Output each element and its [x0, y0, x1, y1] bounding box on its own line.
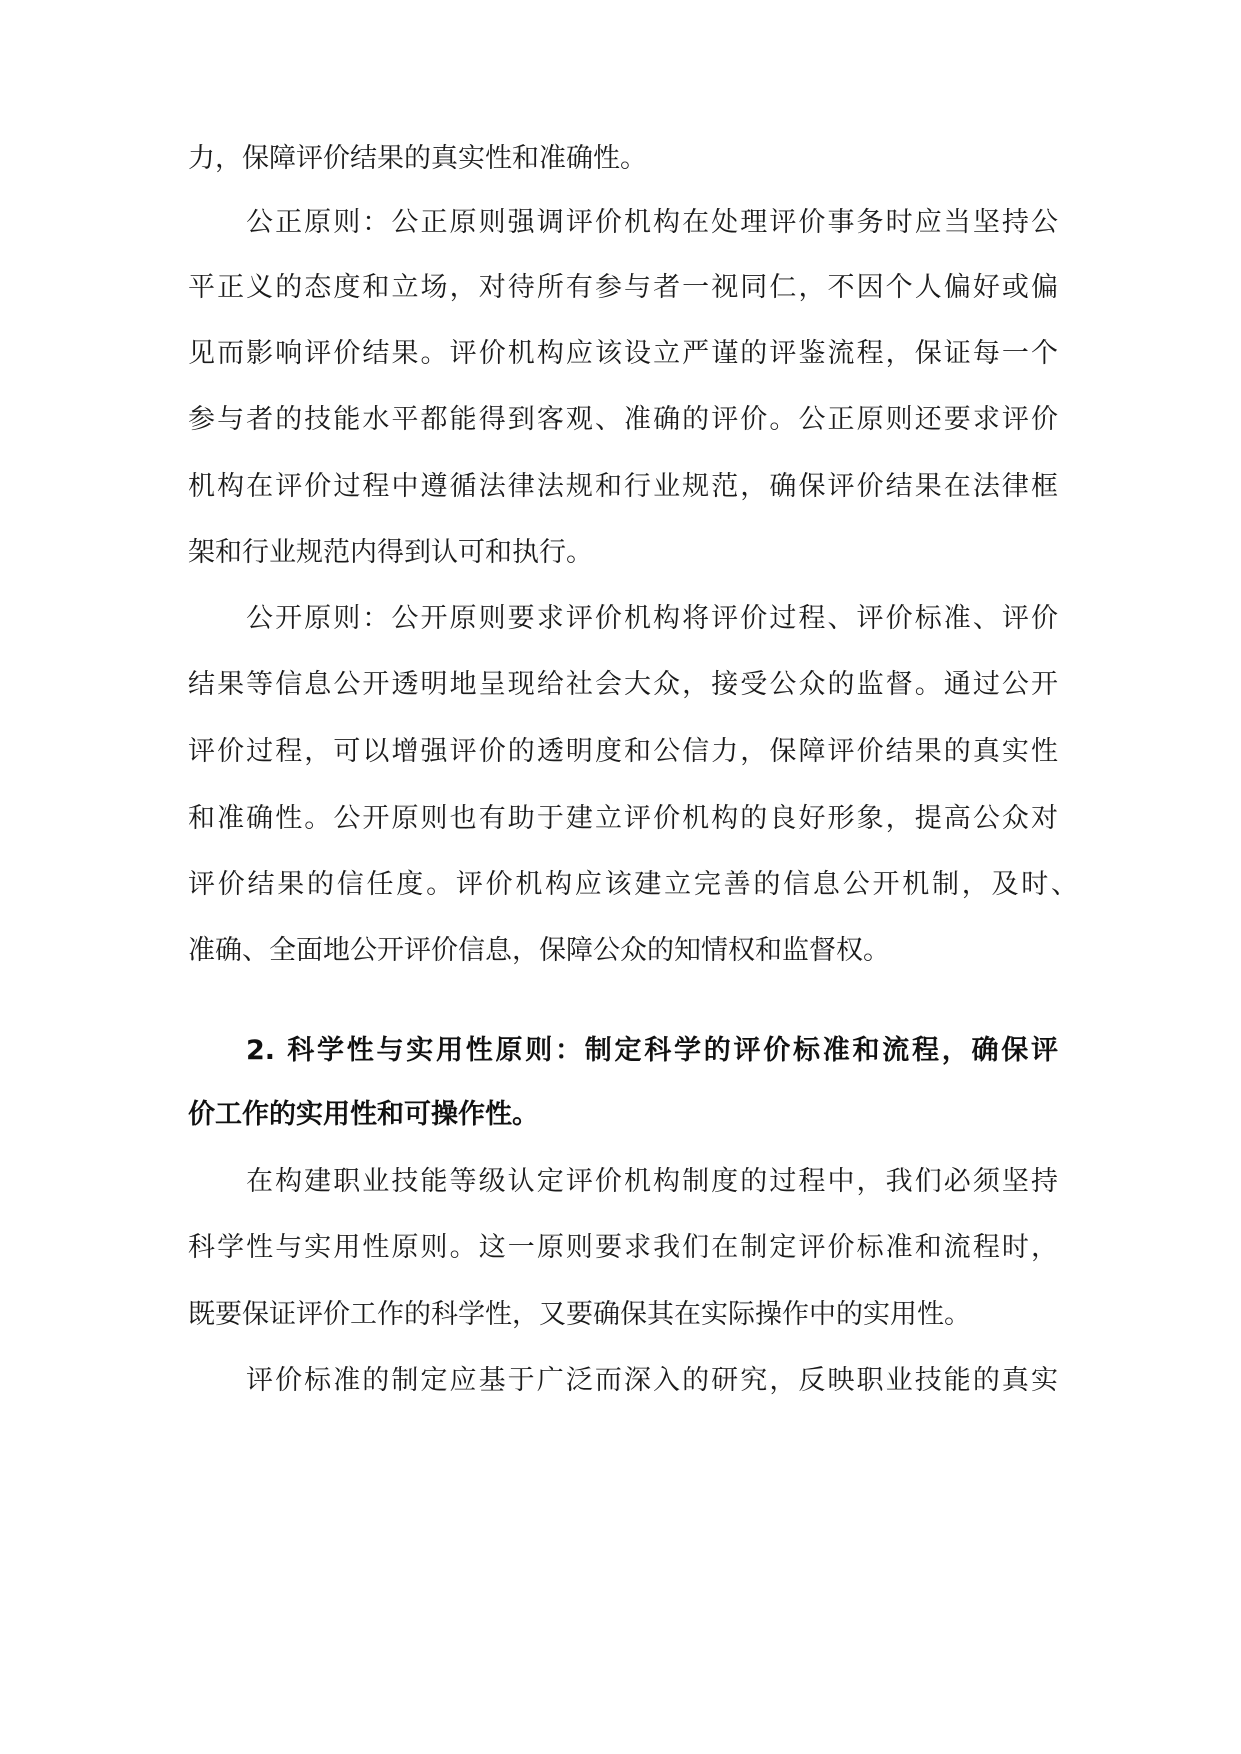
paragraph-line: 科学性与实用性原则。这一原则要求我们在制定评价标准和流程时，	[188, 1232, 1058, 1263]
paragraph-line: 公开原则：公开原则要求评价机构将评价过程、评价标准、评价	[246, 603, 1058, 634]
paragraph-line: 见而影响评价结果。评价机构应该设立严谨的评鉴流程，保证每一个	[188, 338, 1058, 369]
paragraph-line: 评价过程，可以增强评价的透明度和公信力，保障评价结果的真实性	[188, 736, 1058, 767]
section-heading-line: 价工作的实用性和可操作性。	[188, 1099, 539, 1130]
paragraph-line: 既要保证评价工作的科学性，又要确保其在实际操作中的实用性。	[188, 1299, 971, 1330]
paragraph-line: 结果等信息公开透明地呈现给社会大众，接受公众的监督。通过公开	[188, 669, 1058, 700]
paragraph-line: 参与者的技能水平都能得到客观、准确的评价。公正原则还要求评价	[188, 404, 1058, 435]
paragraph-line: 和准确性。公开原则也有助于建立评价机构的良好形象，提高公众对	[188, 803, 1058, 834]
paragraph-line: 力，保障评价结果的真实性和准确性。	[188, 143, 647, 174]
paragraph-line: 在构建职业技能等级认定评价机构制度的过程中，我们必须坚持	[246, 1166, 1058, 1197]
paragraph-line: 架和行业规范内得到认可和执行。	[188, 537, 593, 568]
paragraph-line: 评价结果的信任度。评价机构应该建立完善的信息公开机制，及时、	[188, 869, 1078, 900]
paragraph-line: 准确、全面地公开评价信息，保障公众的知情权和监督权。	[188, 935, 890, 966]
paragraph-line: 机构在评价过程中遵循法律法规和行业规范，确保评价结果在法律框	[188, 471, 1058, 502]
paragraph-line: 平正义的态度和立场，对待所有参与者一视同仁，不因个人偏好或偏	[188, 272, 1058, 303]
section-heading-line: 2. 科学性与实用性原则：制定科学的评价标准和流程，确保评	[246, 1035, 1058, 1066]
paragraph-line: 评价标准的制定应基于广泛而深入的研究，反映职业技能的真实	[246, 1365, 1058, 1396]
paragraph-line: 公正原则：公正原则强调评价机构在处理评价事务时应当坚持公	[246, 207, 1058, 238]
